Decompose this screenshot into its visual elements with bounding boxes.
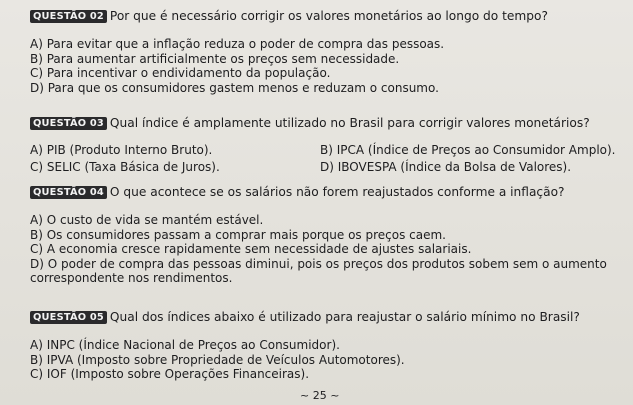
question-03-option-b: B) IPCA (Índice de Preços ao Consumidor Amplo).: [320, 143, 616, 157]
question-03-text: Qual índice é amplamente utilizado no Brasil para corrigir valores monetários?: [109, 116, 590, 130]
question-04-option-c: C) A economia cresce rapidamente sem necessidade de ajustes salariais.: [30, 242, 472, 257]
question-04: [30, 185, 621, 286]
question-05-option-c: C) IOF (Imposto sobre Operações Financeiras).: [30, 367, 310, 382]
question-05-text: Qual dos índices abaixo é utilizado para reajustar o salário mínimo no Brasil?: [109, 310, 580, 324]
question-04-option-b: B) Os consumidores passam a comprar mais porque os preços caem.: [30, 227, 446, 242]
question-03: [30, 116, 621, 174]
question-05-option-a: A) INPC (Índice Nacional de Preços ao Consumidor).: [30, 338, 340, 352]
question-04-option-a: A) O custo de vida se mantém estável.: [30, 213, 264, 227]
question-04-heading: [30, 185, 621, 200]
question-03-options: [30, 143, 621, 174]
question-05: [30, 310, 621, 382]
question-02-badge: QUESTÃO 02: [30, 10, 107, 23]
question-02-option-b: B) Para aumentar artificialmente os preços sem necessidade.: [30, 51, 400, 66]
question-03-badge: QUESTÃO 03: [30, 117, 107, 130]
question-03-heading: [30, 116, 621, 131]
question-04-badge: QUESTÃO 04: [30, 186, 107, 199]
question-02-heading: [30, 9, 621, 24]
question-02-option-a: A) Para evitar que a inflação reduza o poder de compra das pessoas.: [30, 37, 445, 51]
question-02-text: Por que é necessário corrigir os valores monetários ao longo do tempo?: [109, 9, 548, 23]
question-03-option-d: D) IBOVESPA (Índice da Bolsa de Valores).: [320, 159, 572, 174]
question-03-option-a: A) PIB (Produto Interno Bruto).: [30, 143, 213, 157]
question-02-options: [30, 37, 621, 95]
page-number: ~ 25 ~: [300, 389, 340, 402]
question-02: [30, 9, 621, 95]
question-02-option-c: C) Para incentivar o endividamento da população.: [30, 66, 331, 81]
question-02-option-d: D) Para que os consumidores gastem menos e reduzam o consumo.: [30, 80, 439, 95]
question-05-options: [30, 338, 621, 382]
question-05-option-b: B) IPVA (Imposto sobre Propriedade de Veículos Automotores).: [30, 352, 405, 367]
question-04-options: [30, 213, 621, 286]
question-03-option-c: C) SELIC (Taxa Básica de Juros).: [30, 159, 220, 174]
question-05-heading: [30, 310, 621, 325]
question-04-option-d: D) O poder de compra das pessoas diminui, pois os preços dos produtos sobem sem o aumento correspondente nos rendimentos.: [30, 256, 607, 286]
question-05-badge: QUESTÃO 05: [30, 311, 107, 324]
question-04-text: O que acontece se os salários não forem reajustados conforme a inflação?: [109, 185, 565, 199]
